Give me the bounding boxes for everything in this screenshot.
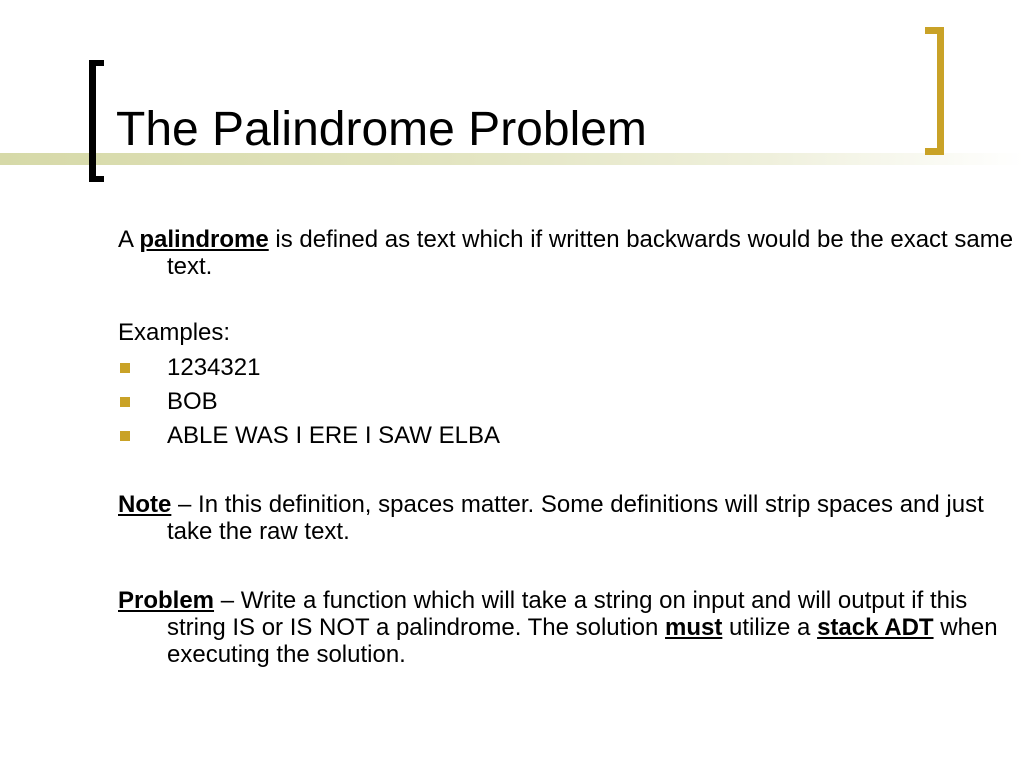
examples-list xyxy=(118,354,500,456)
problem-text-3: when executing the solution. xyxy=(167,614,998,668)
examples-label: Examples: xyxy=(118,319,231,346)
slide-title: The Palindrome Problem xyxy=(116,103,647,156)
problem-text-1: – Write a function which will take a string on input and will output if this string IS or IS NOT a palindrome. The solution xyxy=(167,587,968,641)
list-item xyxy=(118,354,500,388)
problem-emphasis-must: must xyxy=(665,614,723,641)
definition-term: palindrome xyxy=(139,226,269,253)
problem-label: Problem xyxy=(118,587,215,614)
definition-paragraph xyxy=(118,226,1017,280)
note-label: Note xyxy=(118,491,172,518)
square-bullet-icon xyxy=(120,431,130,441)
example-text: BOB xyxy=(167,388,218,415)
right-bracket-icon xyxy=(925,27,944,155)
problem-emphasis-stack-adt: stack ADT xyxy=(817,614,934,641)
note-paragraph xyxy=(118,491,1017,545)
example-text: ABLE WAS I ERE I SAW ELBA xyxy=(167,422,500,449)
list-item xyxy=(118,422,500,456)
problem-paragraph xyxy=(118,587,1017,668)
square-bullet-icon xyxy=(120,363,130,373)
problem-text-2: utilize a xyxy=(722,614,818,641)
note-text: – In this definition, spaces matter. Some definitions will strip spaces and just take the raw text. xyxy=(167,491,984,545)
list-item xyxy=(118,388,500,422)
definition-prefix: A xyxy=(118,226,140,253)
example-text: 1234321 xyxy=(167,354,261,381)
square-bullet-icon xyxy=(120,397,130,407)
left-bracket-icon xyxy=(89,60,104,182)
definition-text: is defined as text which if written backwards would be the exact same text. xyxy=(167,226,1014,280)
